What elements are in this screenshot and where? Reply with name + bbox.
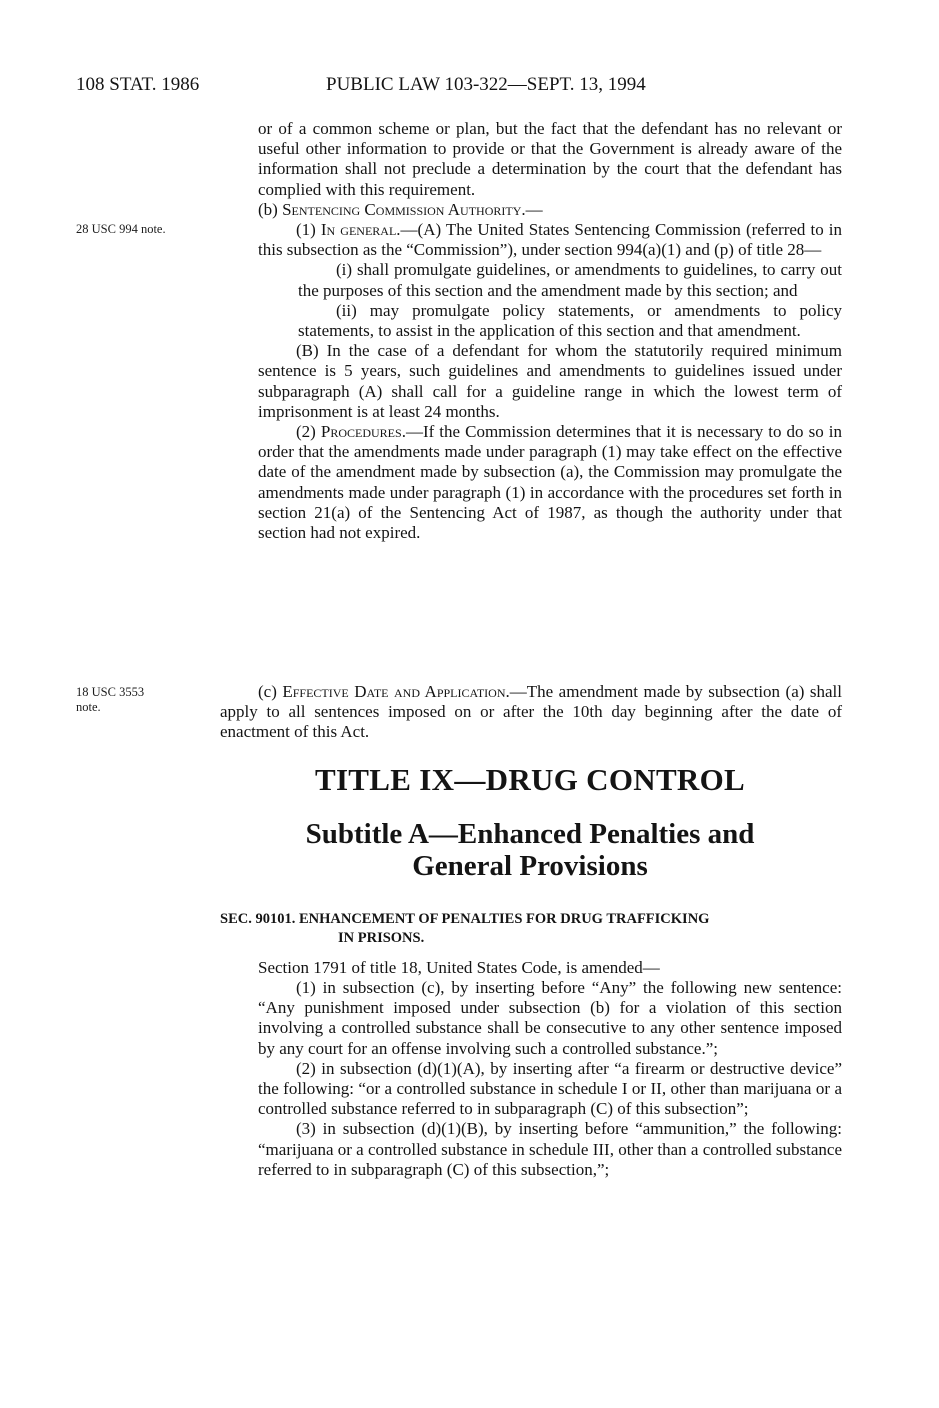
paragraph-1 [258,220,842,260]
paragraph-2-label: (2) [296,422,321,442]
subsection-b-caption: Sentencing Commission Authority [282,199,522,219]
paragraph-2-text: .—If the Commission determines that it is necessary to do so in order that the amendments made under paragraph (1) may take effect on the effective date of the amendment made by subsection (a), the Commission may promulgate the amendments made under paragraph (1) in accordance with the procedures set forth in section 21(a) of the Sentencing Act of 1987, as though the authority under that section had not expired. [258,422,842,543]
margin-note-line: 18 USC 3553 [76,685,145,699]
paragraph-1-caption: In general [320,220,397,240]
section-heading-line: IN PRISONS. [338,930,425,946]
subsection-b-label: (b) [258,199,283,219]
amendment-item-2: (2) in subsection (d)(1)(A), by inserting after “a firearm or destructive device” the following: “or a controlled substance in schedule I or II, other than marijuana or a controlled substance referred to in subparagraph (C) of this subsection”; [258,1058,842,1119]
running-header: PUBLIC LAW 103-322—SEPT. 13, 1994 [326,74,646,95]
title-heading: TITLE IX—DRUG CONTROL [314,762,746,797]
paragraph-2-caption: Procedures [320,422,402,442]
margin-note-18-usc [76,685,144,715]
body-text-upper [258,119,842,543]
subtitle-line: Subtitle A—Enhanced Penalties and [305,818,755,850]
amendment-item-1: (1) in subsection (c), by inserting before “Any” the following new sentence: “Any punishment imposed under subsection (b) for a violation of this section involving a controlled substance shall be consecutive to any other sentence imposed by any court for an offense involving such a controlled substance.”; [258,978,842,1058]
amendment-item-3: (3) in subsection (d)(1)(B), by inserting before “ammunition,” the following: “marijuana or a controlled substance in schedule III, other than a controlled substance referred to in subparagraph (C) of this subsection,”; [258,1119,842,1179]
clause-ii: (ii) may promulgate policy statements, or amendments to policy statements, to assist in the application of this section and that amendment. [298,300,842,341]
paragraph-1-label: (1) [296,220,321,240]
subtitle-line: General Provisions [412,850,648,882]
subsection-c-label: (c) [258,682,283,701]
page-stat-reference: 108 STAT. 1986 [76,74,200,95]
margin-note-line: note. [76,700,101,714]
continuation-paragraph: or of a common scheme or plan, but the fact that the defendant has no relevant or useful other information to provide or that the Government is already aware of the information shall not preclude a determination by the court that the defendant has complied with this requirement. [258,119,842,199]
subparagraph-B: (B) In the case of a defendant for whom the statutorily required minimum sentence is 5 years, such guidelines and amendments to guidelines issued under subparagraph (A) shall call for a guideline range in which the lowest term of imprisonment is at least 24 months. [258,341,842,421]
subsection-b-heading [258,200,842,220]
subsection-c [220,682,842,743]
section-heading [220,910,844,948]
margin-note-28-usc: 28 USC 994 note. [76,222,166,236]
subsection-b-dash: .— [521,199,543,219]
paragraph-2 [258,422,842,543]
section-intro: Section 1791 of title 18, United States Code, is amended— [258,958,660,977]
clause-i: (i) shall promulgate guidelines, or amendments to guidelines, to carry out the purposes of this section and the amendment made by this section; and [298,260,842,300]
subsection-c-text: .—The amendment made by subsection (a) shall apply to all sentences imposed on or after the 10th day beginning after the date of enactment of this Act. [220,682,843,742]
subtitle-heading [0,818,939,882]
subsection-c-paragraph [220,682,842,743]
section-body [220,958,842,978]
section-items [258,978,842,1180]
section-heading-line: SEC. 90101. ENHANCEMENT OF PENALTIES FOR DRUG TRAFFICKING [220,911,710,927]
subsection-c-caption: Effective Date and Application [282,682,506,701]
paragraph-1-text: .—(A) The United States Sentencing Commission (referred to in this subsection as the “Commission”), under section 994(a)(1) and (p) of title 28— [258,220,842,260]
